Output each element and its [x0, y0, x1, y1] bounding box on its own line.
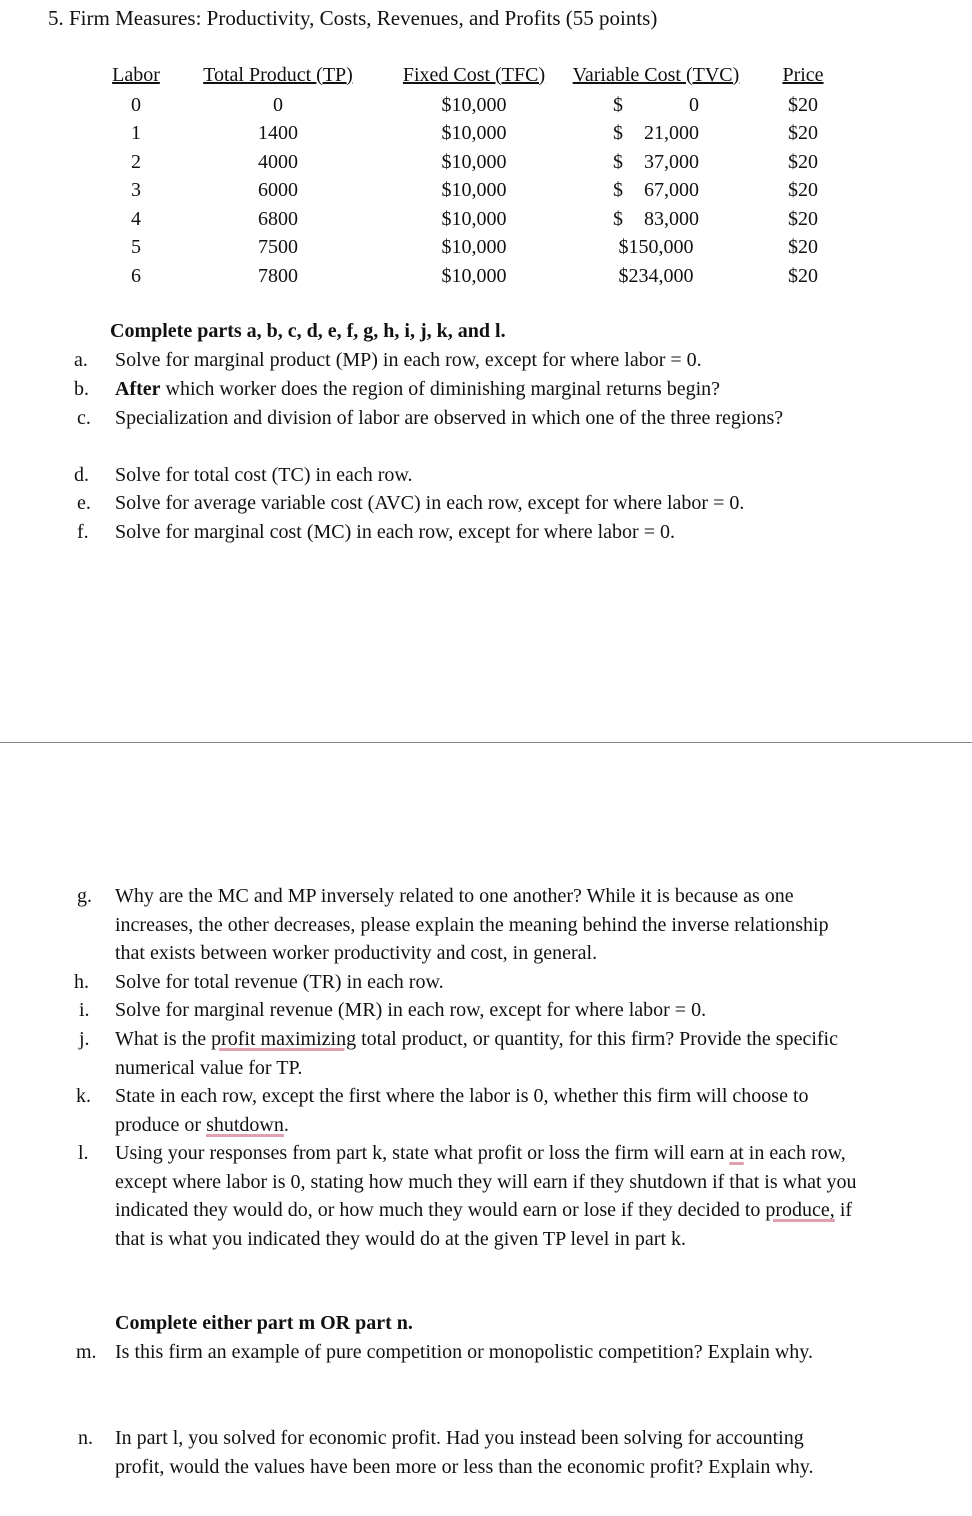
cell-tp: 6800 [258, 207, 298, 230]
part-text: State in each row, except the first where the labor is 0, whether this firm will choose to produce or [115, 1085, 809, 1136]
cell-tvc: $ 21,000 [613, 122, 699, 145]
page-divider [0, 742, 972, 743]
part-label: e. [77, 492, 91, 514]
cell-price: $20 [788, 179, 818, 202]
part-a [0, 346, 972, 375]
table-row [100, 148, 858, 177]
cell-tp: 7800 [258, 264, 298, 287]
part-text: total product, or quantity, for this firm? Provide the specific numerical value for TP. [115, 1028, 838, 1079]
choice-heading: Complete either part m OR part n. [115, 1312, 413, 1334]
cell-tp: 1400 [258, 122, 298, 145]
cell-tp: 6000 [258, 179, 298, 202]
cell-tvc-value: 83,000 [644, 207, 699, 230]
cell-price: $20 [788, 207, 818, 230]
cell-tp: 4000 [258, 150, 298, 173]
table-row [100, 234, 858, 263]
part-f [0, 518, 972, 547]
part-text: Solve for marginal cost (MC) in each row, except for where labor = 0. [115, 521, 675, 543]
part-text: which worker does the region of diminishing marginal returns begin? [160, 378, 721, 400]
part-label: c. [77, 407, 91, 429]
part-bold-word: After [115, 378, 161, 400]
header-fixed-cost: Fixed Cost (TFC) [402, 63, 546, 86]
part-label: a. [74, 349, 88, 371]
part-k [0, 1082, 972, 1140]
part-g [0, 882, 972, 968]
cell-tfc: $10,000 [441, 150, 507, 173]
cell-price: $20 [788, 264, 818, 287]
part-c [0, 404, 972, 462]
cell-price: $20 [788, 93, 818, 116]
part-e [0, 489, 972, 518]
header-labor: Labor [112, 63, 160, 86]
cell-tp: 0 [273, 93, 283, 116]
part-label: j. [79, 1028, 90, 1050]
cell-labor: 1 [131, 122, 141, 145]
part-text: Using your responses from part k, state what profit or loss the firm will earn [115, 1142, 730, 1164]
part-label: m. [76, 1341, 97, 1363]
spellcheck-marked-text: at [729, 1142, 744, 1164]
cell-tvc: $ 0 [613, 93, 699, 116]
cell-labor: 3 [131, 179, 141, 202]
cell-labor: 2 [131, 150, 141, 173]
cell-labor: 0 [131, 93, 141, 116]
part-h [0, 968, 972, 997]
table-row [100, 205, 858, 234]
cell-tvc: $ 83,000 [613, 207, 699, 230]
spellcheck-marked-text: shutdown [206, 1113, 284, 1136]
part-m [0, 1338, 972, 1396]
firm-data-table [100, 62, 858, 291]
cell-price: $20 [788, 236, 818, 259]
table-row [100, 120, 858, 149]
part-label: l. [78, 1142, 89, 1164]
cell-tfc: $10,000 [441, 207, 507, 230]
cell-tvc: $ 37,000 [613, 150, 699, 173]
question-title: 5. Firm Measures: Productivity, Costs, Revenues, and Profits (55 points) [48, 6, 658, 30]
table-header-row [100, 62, 858, 91]
header-variable-cost: Variable Cost (TVC) [572, 63, 740, 86]
part-label: i. [79, 999, 90, 1021]
cell-labor: 4 [131, 207, 141, 230]
cell-price: $20 [788, 122, 818, 145]
part-text: Solve for marginal product (MP) in each row, except for where labor = 0. [115, 349, 702, 371]
cell-tfc: $10,000 [441, 93, 507, 116]
table-row [100, 91, 858, 120]
part-text: Solve for total revenue (TR) in each row. [115, 971, 444, 993]
part-d [0, 461, 972, 490]
part-text: Solve for total cost (TC) in each row. [115, 464, 413, 486]
cell-tp: 7500 [258, 236, 298, 259]
part-label: b. [74, 378, 89, 400]
part-label: f. [77, 521, 89, 543]
part-text: Solve for average variable cost (AVC) in each row, except for where labor = 0. [115, 492, 745, 514]
instructions-heading: Complete parts a, b, c, d, e, f, g, h, i, j, k, and l. [110, 320, 506, 342]
cell-tfc: $10,000 [441, 179, 507, 202]
cell-tvc: $234,000 [618, 264, 694, 287]
cell-tvc-value: 0 [689, 93, 699, 116]
part-label: h. [74, 971, 89, 993]
part-n [0, 1424, 972, 1510]
cell-tfc: $10,000 [441, 264, 507, 287]
cell-tvc-value: 37,000 [644, 150, 699, 173]
cell-tfc: $10,000 [441, 122, 507, 145]
part-text: In part l, you solved for economic profit. Had you instead been solving for accounting profit, would the values have been more or less than the economic profit? Explain why. [115, 1427, 814, 1478]
spellcheck-marked-text: produce, [765, 1199, 835, 1222]
cell-price: $20 [788, 150, 818, 173]
part-label: n. [78, 1427, 93, 1449]
part-text: Is this firm an example of pure competition or monopolistic competition? Explain why. [115, 1341, 813, 1363]
cell-tvc-value: 21,000 [644, 122, 699, 145]
cell-labor: 6 [131, 264, 141, 287]
cell-labor: 5 [131, 236, 141, 259]
header-total-product: Total Product (TP) [203, 63, 353, 86]
cell-tvc: $ 67,000 [613, 179, 699, 202]
cell-tfc: $10,000 [441, 236, 507, 259]
part-b [0, 375, 972, 404]
cell-tvc-value: 67,000 [644, 179, 699, 202]
cell-tvc: $150,000 [618, 236, 694, 259]
part-text: . [283, 1113, 289, 1136]
part-label: d. [74, 464, 89, 486]
part-j [0, 1025, 972, 1083]
part-text: Why are the MC and MP inversely related to one another? While it is because as one increases, the other decreases, please explain the meaning behind the inverse relationship that exists between worker productivity and cost, in general. [115, 885, 829, 965]
part-text: Solve for marginal revenue (MR) in each row, except for where labor = 0. [115, 999, 707, 1021]
spellcheck-marked-text: profit maximizing [211, 1028, 357, 1050]
part-i [0, 996, 972, 1025]
part-l [0, 1139, 972, 1283]
part-text: What is the [115, 1028, 212, 1050]
part-text: Specialization and division of labor are observed in which one of the three regions? [115, 407, 784, 429]
part-text: if that is what you indicated they would do at the given TP level in part k. [115, 1199, 853, 1250]
part-label: k. [76, 1085, 91, 1107]
part-text: in each row, except where labor is 0, stating how much they will earn if they shutdown if that is what you indicated they would do, or how much they would earn or lose if they decided to [115, 1142, 857, 1222]
header-price: Price [782, 63, 824, 86]
table-row [100, 177, 858, 206]
table-row [100, 262, 858, 291]
part-label: g. [77, 885, 92, 907]
